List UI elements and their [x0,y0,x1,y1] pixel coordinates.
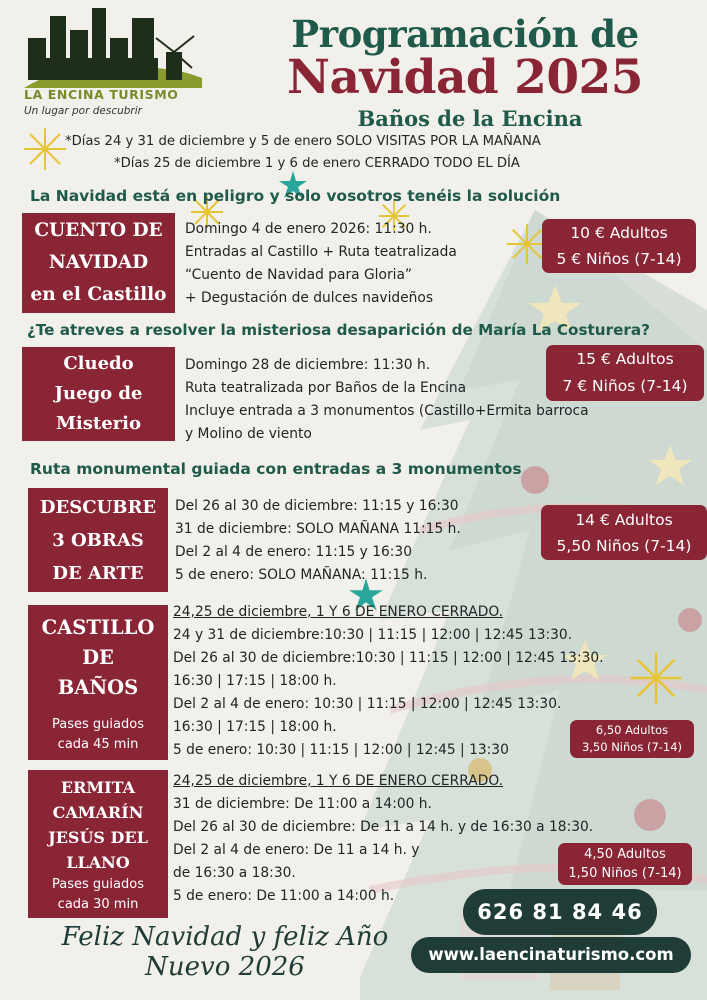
detail-line: de 16:30 a 18:30. [173,865,296,881]
price-adults: 15 € Adultos [576,350,674,368]
detail-line: Del 2 al 4 de enero: De 11 a 14 h. y [173,842,420,858]
section4-details [173,601,604,762]
label-line: Cluedo [63,353,134,374]
snowflake-icon [22,126,68,172]
notice-morning-only: *Días 24 y 31 de diciembre y 5 de enero SOLO VISITAS POR LA MAÑANA [65,134,541,149]
logo [22,8,202,126]
section2-details [185,354,589,446]
section3-price [541,505,707,560]
label-line: DESCUBRE [39,496,157,518]
label-line: LLANO [66,853,130,872]
price-children: 5 € Niños (7-14) [556,250,682,268]
label-note: cada 45 min [57,737,139,752]
subtitle: Baños de la Encina [357,106,583,131]
closed-notice: 24,25 de diciembre, 1 Y 6 DE ENERO CERRADO. [173,773,504,789]
price-children: 1,50 Niños (7-14) [568,866,682,881]
label-line: CAMARÍN [52,803,144,822]
price-children: 5,50 Niños (7-14) [556,537,692,555]
detail-line: Ruta teatralizada por Baños de la Encina [185,380,467,396]
label-line: CASTILLO [41,616,155,639]
detail-line: Del 2 al 4 de enero: 11:15 y 16:30 [175,544,412,560]
detail-line: Domingo 4 de enero 2026: 11:30 h. [185,221,432,237]
greeting-line1: Feliz Navidad y feliz Año [61,922,389,952]
section4-price [570,720,694,758]
price-adults: 14 € Adultos [575,511,673,529]
detail-line: + Degustación de dulces navideños [185,290,434,306]
detail-line: 5 de enero: De 11:00 a 14:00 h. [173,888,395,904]
section5-label [28,770,168,918]
section1-heading: La Navidad está en peligro y solo vosotros tenéis la solución [30,187,561,205]
phone-number[interactable]: 626 81 84 46 [463,889,657,935]
label-note: Pases guiados [52,717,144,732]
label-line: CUENTO DE [34,220,163,241]
section2-price [546,345,704,401]
detail-line: Del 26 al 30 de diciembre: 11:15 y 16:30 [175,498,459,514]
price-children: 3,50 Niños (7-14) [581,740,683,754]
detail-line: “Cuento de Navidad para Gloria” [185,267,413,283]
detail-line: Del 26 al 30 de diciembre: De 11 a 14 h. y de 16:30 a 18:30. [173,819,594,835]
snowflake-icon [628,650,684,706]
price-adults: 6,50 Adultos [595,723,669,737]
label-line: JESÚS DEL [48,828,148,847]
section4-label [28,605,168,760]
label-line: DE [82,646,114,669]
section1-details [185,218,457,310]
section2-label [22,347,175,441]
price-children: 7 € Niños (7-14) [562,377,688,395]
detail-line: y Molino de viento [185,426,312,442]
label-line: Juego de [54,383,143,404]
detail-line: 24 y 31 de diciembre:10:30 | 11:15 | 12:00 | 12:45 13:30. [173,627,573,643]
title-line2: Navidad 2025 [287,50,643,105]
logo-brand: LA ENCINA TURISMO [24,87,179,102]
detail-line: Entradas al Castillo + Ruta teatralizada [185,244,457,260]
price-adults: 4,50 Adultos [584,847,666,862]
logo-tagline: Un lugar por descubrir [24,105,142,117]
section3-heading: Ruta monumental guiada con entradas a 3 monumentos [30,460,522,478]
detail-line: Del 26 al 30 de diciembre:10:30 | 11:15 | 12:00 | 12:45 13:30. [173,650,604,666]
ornament-icon [521,466,549,494]
section1-label [22,213,175,313]
detail-line: Domingo 28 de diciembre: 11:30 h. [185,357,431,373]
notice-closed: *Días 25 de diciembre 1 y 6 de enero CERRADO TODO EL DÍA [114,156,520,171]
title-line1: Programación de [291,12,639,56]
website-link[interactable]: www.laencinaturismo.com [411,937,691,973]
section5-price [558,843,692,885]
price-adults: 10 € Adultos [570,224,668,242]
label-line: BAÑOS [57,676,139,699]
detail-line: 16:30 | 17:15 | 18:00 h. [173,719,337,735]
label-line: NAVIDAD [48,252,149,273]
castle-logo-icon [24,8,202,88]
detail-line: 31 de diciembre: De 11:00 a 14:00 h. [173,796,432,812]
detail-line: 16:30 | 17:15 | 18:00 h. [173,673,337,689]
label-line: Misterio [56,413,141,434]
detail-line: 5 de enero: 10:30 | 11:15 | 12:00 | 12:45 | 13:30 [173,742,509,758]
label-line: en el Castillo [30,284,167,305]
label-line: DE ARTE [52,562,144,584]
greeting [40,922,410,982]
section3-label [28,488,168,592]
label-note: Pases guiados [52,877,144,892]
closed-notice: 24,25 de diciembre, 1 Y 6 DE ENERO CERRADO. [173,604,504,620]
section2-heading: ¿Te atreves a resolver la misteriosa desaparición de María La Costurera? [27,321,650,339]
detail-line: 31 de diciembre: SOLO MAÑANA 11:15 h. [175,521,461,537]
detail-line: Del 2 al 4 de enero: 10:30 | 11:15 | 12:00 | 12:45 13:30. [173,696,562,712]
label-line: ERMITA [60,778,136,797]
section3-details [175,495,461,587]
section5-details [173,770,593,908]
detail-line: Incluye entrada a 3 monumentos (Castillo+Ermita barroca [185,403,589,419]
greeting-line2: Nuevo 2026 [145,952,305,982]
detail-line: 5 de enero: SOLO MAÑANA: 11:15 h. [175,567,428,583]
label-note: cada 30 min [57,897,139,912]
label-line: 3 OBRAS [52,529,144,551]
section1-price [542,219,696,273]
